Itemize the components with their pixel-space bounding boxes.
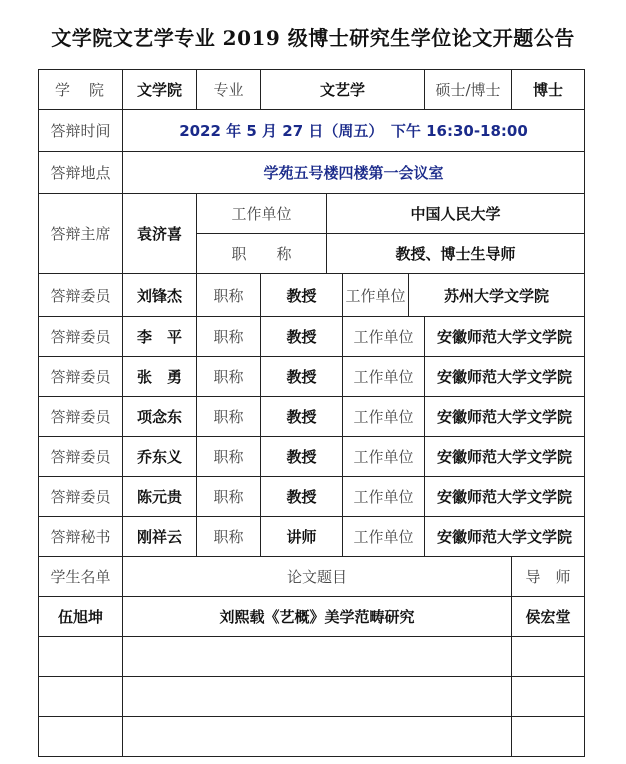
member-unit: 安徽师范大学文学院 — [425, 477, 585, 517]
member-unit-label: 工作单位 — [343, 517, 425, 557]
time-label: 答辩时间 — [39, 110, 123, 152]
member-name: 张 勇 — [123, 357, 197, 397]
empty-row — [39, 677, 585, 717]
member-unit-label: 工作单位 — [343, 477, 425, 517]
member-name: 陈元贵 — [123, 477, 197, 517]
member-name: 项念东 — [123, 397, 197, 437]
member-unit: 安徽师范大学文学院 — [425, 437, 585, 477]
member-unit: 安徽师范大学文学院 — [425, 397, 585, 437]
chair-title-label: 职 称 — [197, 234, 327, 274]
member-row — [39, 477, 585, 517]
chair-label: 答辩主席 — [39, 194, 123, 274]
chair-name: 袁济喜 — [123, 194, 197, 274]
empty-row — [39, 717, 585, 757]
member-role: 答辩委员 — [39, 274, 123, 317]
member-title: 教授 — [261, 397, 343, 437]
announcement-table — [38, 69, 585, 757]
member-title-label: 职称 — [197, 437, 261, 477]
empty-cell — [123, 677, 512, 717]
member-title-label: 职称 — [197, 517, 261, 557]
time-row — [39, 110, 585, 152]
chair-unit-label: 工作单位 — [197, 194, 327, 234]
member-unit: 安徽师范大学文学院 — [425, 357, 585, 397]
member-role: 答辩委员 — [39, 437, 123, 477]
major-value: 文艺学 — [261, 70, 425, 110]
member-unit: 安徽师范大学文学院 — [425, 317, 585, 357]
college-label: 学 院 — [39, 70, 123, 110]
student-label: 学生名单 — [39, 557, 123, 597]
member-unit-label: 工作单位 — [343, 317, 425, 357]
place-label: 答辩地点 — [39, 152, 123, 194]
empty-cell — [39, 717, 123, 757]
member-title-label: 职称 — [197, 357, 261, 397]
page-title: 文学院文艺学专业 2019 级博士研究生学位论文开题公告 — [51, 26, 575, 50]
member-title: 教授 — [261, 477, 343, 517]
empty-cell — [39, 677, 123, 717]
member-role: 答辩委员 — [39, 357, 123, 397]
member-name: 刚祥云 — [123, 517, 197, 557]
empty-cell — [512, 717, 585, 757]
member-name: 刘锋杰 — [123, 274, 197, 317]
student-name: 伍旭坤 — [39, 597, 123, 637]
member-unit-label: 工作单位 — [343, 437, 425, 477]
member-title: 讲师 — [261, 517, 343, 557]
degree-label: 硕士/博士 — [425, 70, 512, 110]
member-title-label: 职称 — [197, 317, 261, 357]
member-title: 教授 — [261, 437, 343, 477]
empty-cell — [123, 717, 512, 757]
empty-cell — [123, 637, 512, 677]
member-title: 教授 — [261, 274, 343, 317]
empty-cell — [512, 637, 585, 677]
member-row — [39, 397, 585, 437]
member-name: 李 平 — [123, 317, 197, 357]
member-row — [39, 317, 585, 357]
college-value: 文学院 — [123, 70, 197, 110]
chair-unit-value: 中国人民大学 — [327, 194, 585, 234]
member-name: 乔东义 — [123, 437, 197, 477]
member-role: 答辩委员 — [39, 477, 123, 517]
member-unit: 安徽师范大学文学院 — [425, 517, 585, 557]
place-row — [39, 152, 585, 194]
member-unit: 苏州大学文学院 — [409, 274, 585, 317]
member-title: 教授 — [261, 317, 343, 357]
major-label: 专业 — [197, 70, 261, 110]
chair-row-1 — [39, 194, 585, 234]
member-title-label: 职称 — [197, 274, 261, 317]
advisor-name: 侯宏堂 — [512, 597, 585, 637]
member-role: 答辩委员 — [39, 317, 123, 357]
member-unit-label: 工作单位 — [343, 397, 425, 437]
member-role: 答辩秘书 — [39, 517, 123, 557]
member-title-label: 职称 — [197, 477, 261, 517]
advisor-label: 导 师 — [512, 557, 585, 597]
thesis-title: 刘熙载《艺概》美学范畴研究 — [123, 597, 512, 637]
empty-cell — [512, 677, 585, 717]
student-header-row — [39, 557, 585, 597]
student-row — [39, 597, 585, 637]
member-unit-label: 工作单位 — [343, 274, 409, 317]
place-value: 学苑五号楼四楼第一会议室 — [123, 152, 585, 194]
member-row — [39, 274, 585, 317]
member-title-label: 职称 — [197, 397, 261, 437]
college-row — [39, 70, 585, 110]
thesis-label: 论文题目 — [123, 557, 512, 597]
time-value: 2022 年 5 月 27 日（周五） 下午 16:30-18:00 — [123, 110, 585, 152]
degree-value: 博士 — [512, 70, 585, 110]
member-row — [39, 437, 585, 477]
chair-title-value: 教授、博士生导师 — [327, 234, 585, 274]
member-role: 答辩委员 — [39, 397, 123, 437]
member-row — [39, 357, 585, 397]
empty-cell — [39, 637, 123, 677]
empty-row — [39, 637, 585, 677]
member-title: 教授 — [261, 357, 343, 397]
secretary-row — [39, 517, 585, 557]
member-unit-label: 工作单位 — [343, 357, 425, 397]
